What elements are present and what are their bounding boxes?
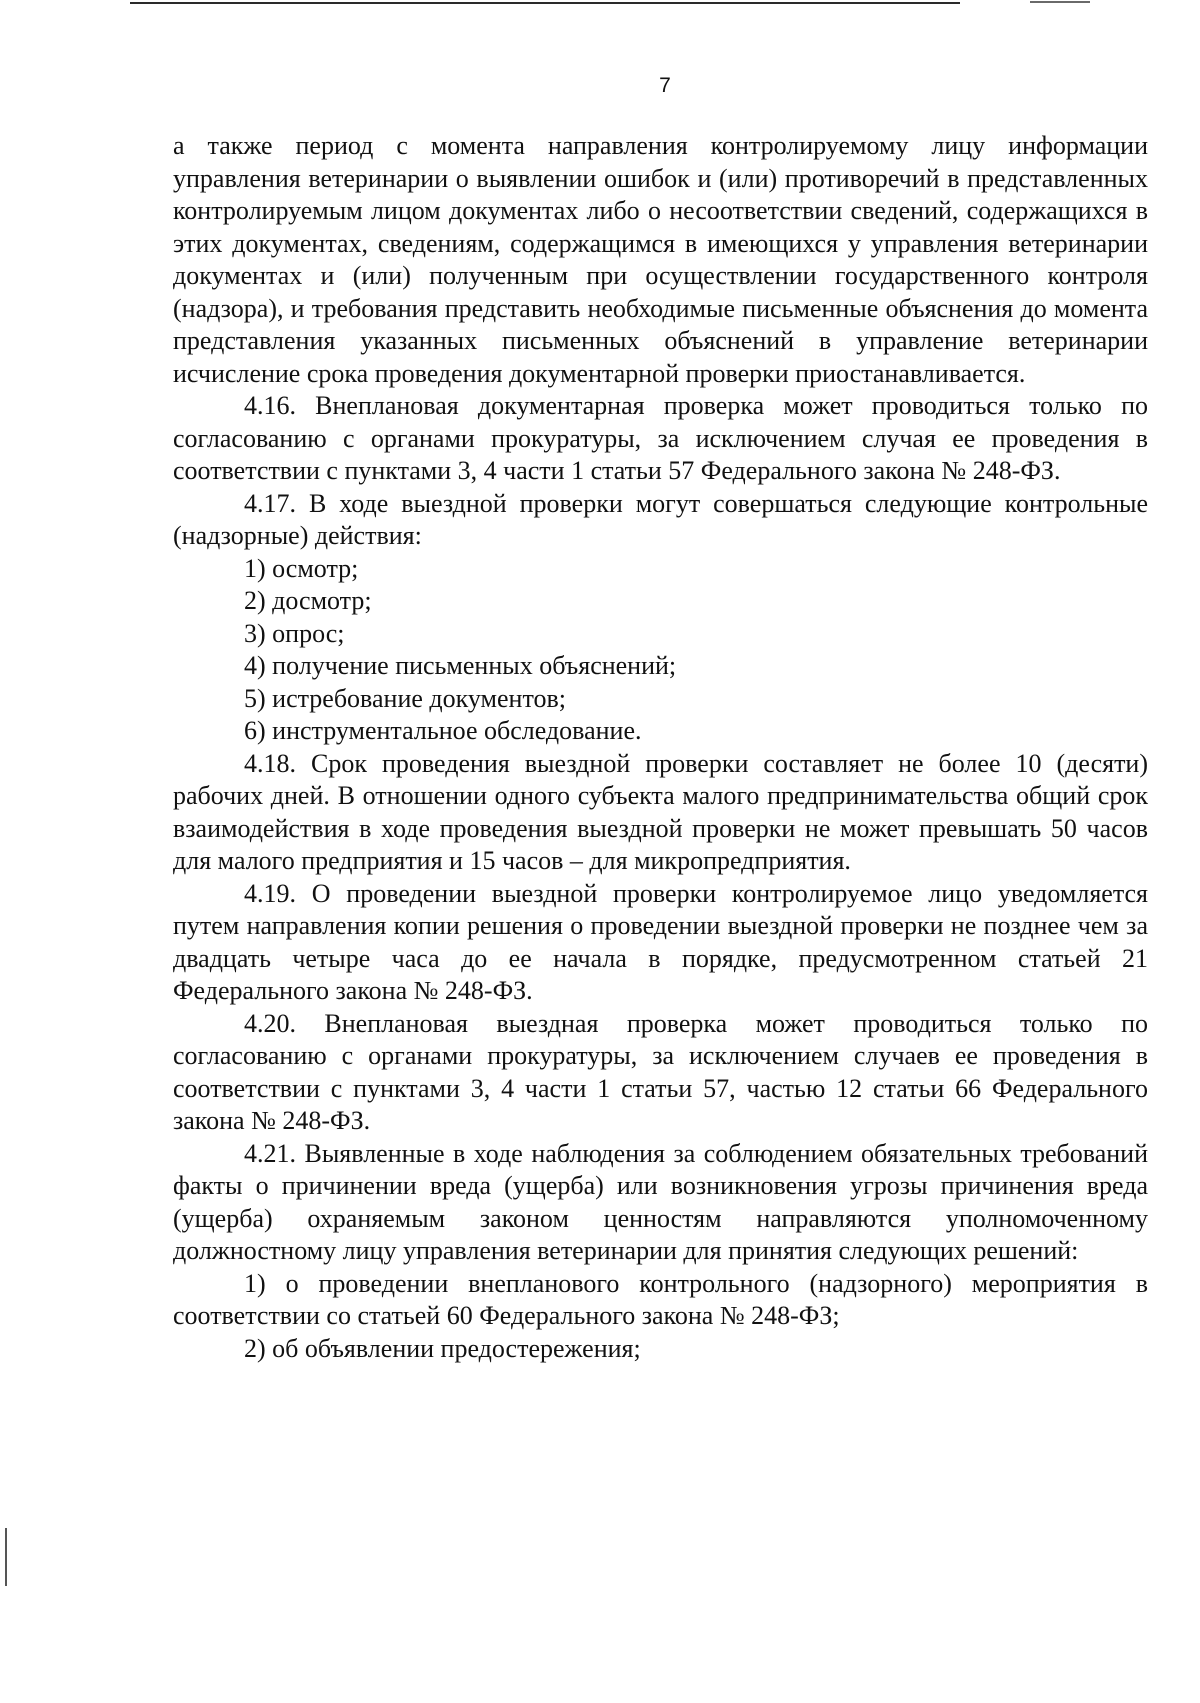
list-item: 2) досмотр; — [244, 586, 372, 615]
list-item: 6) инструментальное обследование. — [244, 716, 642, 745]
list-item: 5) истребование документов; — [244, 683, 566, 713]
paragraph-4-16: 4.16. Внеплановая документарная проверка может проводиться только по согласованию с органами прокуратуры, за исключением случая ее проведения в соответствии с пунктами 3, 4 части 1 статьи 57 Федерального закона № 248-ФЗ. — [173, 391, 1148, 485]
page-number: 7 — [659, 74, 671, 97]
list-item: 4) получение письменных объяснений; — [244, 651, 677, 680]
scan-edge-line — [5, 1528, 7, 1586]
list-item: 1) о проведении внепланового контрольного (надзорного) мероприятия в соответствии со статьей 60 Федерального закона № 248-ФЗ; — [173, 1268, 1148, 1330]
list-item: 2) об объявлении предостережения; — [244, 1333, 641, 1363]
paragraph-4-21: 4.21. Выявленные в ходе наблюдения за соблюдением обязательных требований факты о причинении вреда (ущерба) или возникновения угрозы причинения вреда (ущерба) охраняемым законом ценностям направляются уполномоченному должностному лицу управления ветеринарии для принятия следующих решений: — [173, 1138, 1148, 1265]
scan-edge-line — [130, 2, 960, 4]
paragraph: а также период с момента направления контролируемому лицу информации управления ветеринарии о выявлении ошибок и (или) противоречий в представленных контролируемым лицом документах либо о несоответствии сведений, содержащихся в этих документах, сведениям, содержащимся в имеющихся у управления ветеринарии документах и (или) полученным при осуществлении государственного контроля (надзора), и требования представить необходимые письменные объяснения до момента представления указанных письменных объяснений в управление ветеринарии исчисление срока проведения документарной проверки приостанавливается. — [173, 131, 1148, 388]
document-body — [173, 130, 1148, 1365]
paragraph-4-20: 4.20. Внеплановая выездная проверка может проводиться только по согласованию с органами прокуратуры, за исключением случаев ее проведения в соответствии с пунктами 3, 4 части 1 статьи 57, частью 12 статьи 66 Федерального закона № 248-ФЗ. — [173, 1008, 1148, 1135]
paragraph-4-19: 4.19. О проведении выездной проверки контролируемое лицо уведомляется путем направления копии решения о проведении выездной проверки не позднее чем за двадцать четыре часа до ее начала в порядке, предусмотренном статьей 21 Федерального закона № 248-ФЗ. — [173, 878, 1148, 1005]
list-item: 3) опрос; — [244, 618, 345, 648]
list-item: 1) осмотр; — [244, 553, 359, 583]
paragraph-4-18: 4.18. Срок проведения выездной проверки составляет не более 10 (десяти) рабочих дней. В отношении одного субъекта малого предпринимательства общий срок взаимодействия в ходе проведения выездной проверки не может превышать 50 часов для малого предприятия и 15 часов – для микропредприятия. — [173, 748, 1148, 875]
scan-edge-line — [1030, 1, 1090, 3]
paragraph-4-17: 4.17. В ходе выездной проверки могут совершаться следующие контрольные (надзорные) действия: — [173, 488, 1148, 550]
